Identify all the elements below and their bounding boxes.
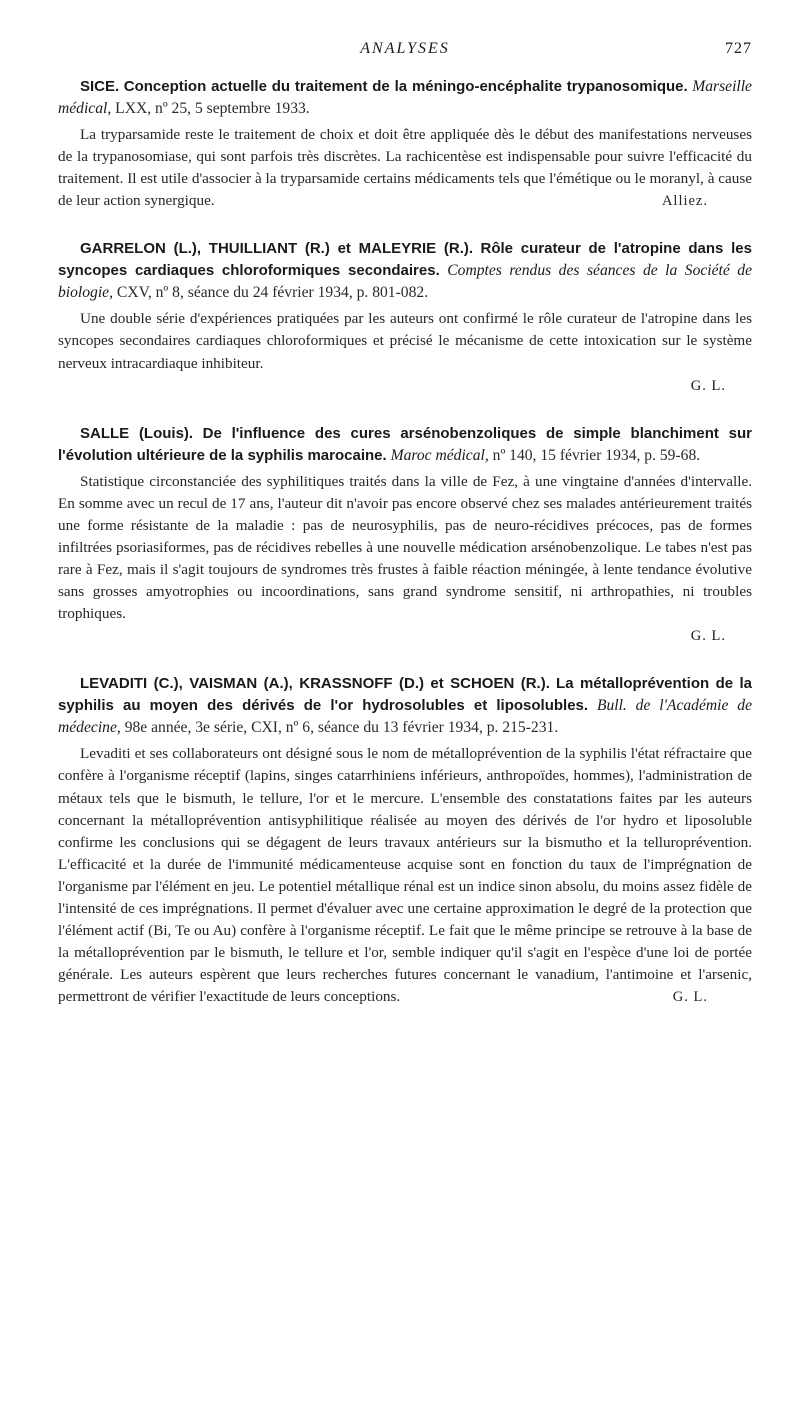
- entry-abstract: Statistique circonstanciée des syphilitiques traités dans la ville de Fez, à une vingtaine d'années d'intervalle. En somme avec un recul de 17 ans, l'auteur dit n'avoir pas encore observé chez ses malades antérieurement traités une forme résistante de la maladie : pas de neurosyphilis, pas de neuro-récidives précoces, pas de formes infiltrées psoriasiformes, pas de récidives rebelles à une nouvelle médication arsénobenzolique. Le tabes n'est pas rare à Fez, mais il s'agit toujours de syndromes très frustes à faible réaction méningée, à lente tendance évolutive sans grosses amyotrophies ou incoordinations, sans grand syndrome sensitif, ni arthropathies, ni troubles trophiques.: [58, 472, 752, 623]
- entry-reference: CXV, nº 8, séance du 24 février 1934, p. 801-082.: [116, 284, 429, 302]
- abstract-entry: [58, 423, 752, 648]
- entry-citation: [58, 76, 752, 120]
- entry-reviewer: Alliez.: [661, 193, 708, 210]
- entry-title: De l'influence des cures arsénobenzoliques de simple blanchiment sur l'évolution ultérieure de la syphilis marocaine.: [58, 424, 753, 464]
- entry-citation: [58, 423, 752, 467]
- document-page: [58, 40, 752, 1034]
- entry-abstract-text: La tryparsamide reste le traitement de choix et doit être appliquée dès le début des manifestations nerveuses de la trypanosomiase, qui sont parfois très discrètes. La rachicentèse est indispensable pour suivre l'efficacité du traitement. Il est utile d'associer à la tryparsamide certains médicaments tels que l'émétique ou le moranyl, à cause de leur action synergique.: [58, 126, 752, 210]
- entry-citation: [58, 238, 752, 304]
- entry-citation: [58, 673, 752, 739]
- entry-source: Maroc médical,: [390, 446, 489, 464]
- abstract-entry: [58, 238, 752, 396]
- entry-abstract-text: Levaditi et ses collaborateurs ont désigné sous le nom de métalloprévention de la syphilis l'état réfractaire que confère à l'organisme réceptif (lapins, singes catarrhiniens inférieurs, anthropoïdes, hommes), l'administration de métaux tels que le bismuth, le tellure, l'or et le mercure. L'ensemble des constatations faites par les auteurs concernant la métalloprévention antisyphilitique réalisée au moyen des dérivés de l'or hydro et liposoluble confirme les conclusions qui se dégagent de leurs travaux antérieurs sur la bismutho et la telluroprévention. L'efficacité et la durée de l'immunité médicamenteuse acquise sont en fonction du taux de l'imprégnation de l'organisme par l'élément en jeu. Le potentiel métallique rénal est un indice sinon absolu, du moins assez fidèle de l'intensité de ces imprégnations. Il permet d'évaluer avec une certaine approximation le degré de la protection que l'élément actif (Bi, Te ou Au) confère à l'organisme réceptif. Le fait que le même principe se retrouve à la base de la métalloprévention par le bismuth, le tellure et l'or, semble indiquer qu'il s'agit en l'espèce d'une loi de portée générale. Les auteurs espèrent que leurs recherches futures concernant le vanadium, l'antimoine et l'arsenic, permettront de vérifier l'exactitude de leurs conceptions.: [58, 745, 752, 1006]
- entry-reviewer: G. L.: [690, 377, 726, 394]
- abstract-entry: [58, 76, 752, 212]
- entry-authors: SALLE (Louis).: [80, 424, 194, 442]
- entry-reviewer: G. L.: [690, 628, 726, 645]
- entry-source: Marseille médical,: [58, 78, 752, 117]
- entry-reference: LXX, nº 25, 5 septembre 1933.: [115, 100, 310, 117]
- entry-title: Rôle curateur de l'atropine dans les syncopes cardiaques chloroformiques secondaires.: [58, 240, 752, 280]
- running-header: [58, 40, 752, 66]
- entry-title: Conception actuelle du traitement de la méningo-encéphalite trypanosomique.: [123, 78, 688, 95]
- running-title: ANALYSES: [360, 40, 450, 57]
- entry-authors: SICE.: [80, 78, 120, 95]
- entry-reference: 98e année, 3e série, CXI, nº 6, séance du 13 février 1934, p. 215-231.: [124, 719, 559, 737]
- entry-abstract: [58, 743, 752, 1008]
- abstract-entry: [58, 673, 752, 1008]
- entry-authors: GARRELON (L.), THUILLIANT (R.) et MALEYRIE (R.).: [80, 240, 474, 258]
- entry-abstract: Une double série d'expériences pratiquées par les auteurs ont confirmé le rôle curateur de l'atropine dans les syncopes secondaires cardiaques chloroformiques et précisé le mécanisme de cette intoxication sur le système nerveux intracardiaque inhibiteur.: [58, 310, 752, 372]
- entry-title: La métalloprévention de la syphilis au moyen des dérivés de l'or hydrosolubles et liposolubles.: [58, 675, 752, 715]
- page-number: 727: [725, 40, 752, 57]
- entry-reference: nº 140, 15 février 1934, p. 59-68.: [492, 446, 701, 464]
- entry-authors: LEVADITI (C.), VAISMAN (A.), KRASSNOFF (D.) et SCHOEN (R.).: [80, 675, 550, 693]
- entry-source: Comptes rendus des séances de la Société de biologie,: [58, 262, 753, 302]
- entry-reviewer: G. L.: [672, 989, 708, 1006]
- entry-abstract: [58, 124, 752, 212]
- entry-source: Bull. de l'Académie de médecine,: [58, 697, 752, 737]
